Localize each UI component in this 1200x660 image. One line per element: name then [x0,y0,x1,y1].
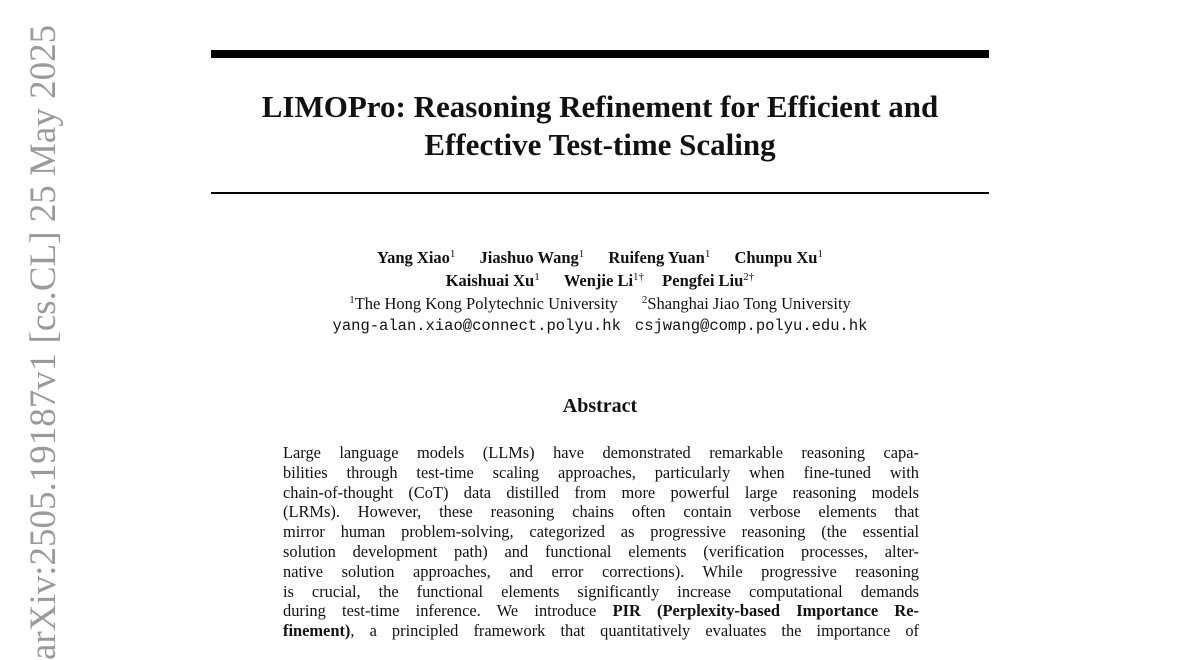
abstract-body [283,443,919,641]
title-line-2: Effective Test-time Scaling [424,127,776,162]
author-affil-mark: 1 [817,248,823,260]
author-name: Pengfei Liu [662,271,744,290]
author-affil-mark: 1 [578,248,585,260]
title-line-1: LIMOPro: Reasoning Refinement for Efficient and [261,89,939,124]
author-name: Yang Xiao [377,248,450,267]
author-email: yang-alan.xiao@connect.polyu.hk [332,317,621,335]
abstract-line [283,601,919,621]
affil-mark: 1 [349,294,355,306]
author-affil-mark: 2† [743,271,755,283]
author-email: csjwang@comp.polyu.edu.hk [634,317,868,335]
author-affil-mark: 1 [704,248,711,260]
abstract-line: Large language models (LLMs) have demonstrated remarkable reasoning capa- [283,443,919,462]
author-row-2 [211,269,989,292]
title-bottom-rule [211,192,989,194]
abstract-line: (LRMs). However, these reasoning chains often contain verbose elements that [283,502,919,522]
abstract-text: , a principled framework that quantitatively evaluates the importance of [350,621,919,641]
abstract-line [283,621,919,641]
abstract-line: native solution approaches, and error corrections). While progressive reasoning [283,561,919,581]
author-affil-mark: 1 [534,271,540,283]
author-name: Kaishuai Xu [445,271,535,290]
author-name: Ruifeng Yuan [608,248,705,267]
abstract-heading: Abstract [562,395,638,417]
abstract-text: during test-time inference. We introduce [283,601,613,621]
abstract-line: solution development path) and functional elements (verification processes, alter- [283,541,919,561]
author-affil-mark: 1 [449,248,456,260]
paper-title [211,88,989,164]
affil-mark: 2 [641,294,648,306]
affiliation-name: The Hong Kong Polytechnic University [354,294,618,313]
author-block [211,246,989,338]
method-name-bold: PIR (Perplexity-based Importance Re- [612,601,919,621]
affiliation-name: Shanghai Jiao Tong University [647,294,851,313]
author-name: Wenjie Li [563,271,634,290]
abstract-line: chain-of-thought (CoT) data distilled from more powerful large reasoning models [283,482,919,502]
author-name: Chunpu Xu [734,248,818,267]
author-row-1 [211,246,989,269]
emails-row [211,315,989,338]
title-top-rule [211,50,989,58]
abstract-line: is crucial, the functional elements significantly increase computational demands [283,581,919,601]
author-name: Jiashuo Wang [479,248,579,267]
author-affil-mark: 1† [633,271,645,283]
affiliations-row [211,292,989,315]
abstract-line: mirror human problem-solving, categorized as progressive reasoning (the essential [283,522,919,542]
arxiv-identifier-stamp: arXiv:2505.19187v1 [cs.CL] 25 May 2025 [23,24,64,660]
method-name-bold: finement) [283,621,351,641]
abstract-line: bilities through test-time scaling approaches, particularly when fine-tuned with [283,462,919,482]
